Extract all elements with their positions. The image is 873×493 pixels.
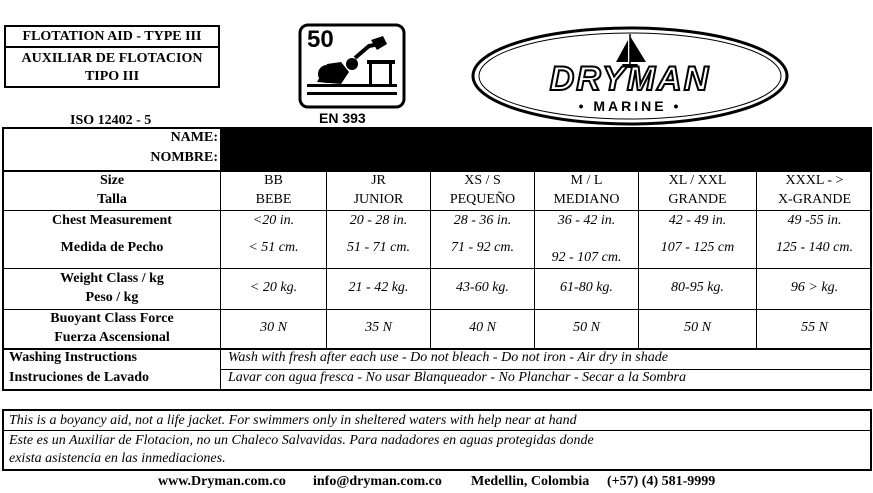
size-name: X-GRANDE bbox=[777, 192, 852, 207]
weight-value: 96 > kg. bbox=[790, 280, 839, 295]
washing-text-es: Lavar con agua fresca - No usar Blanqueador - No Planchar - Secar a la Sombra bbox=[228, 370, 686, 385]
brand-logo bbox=[470, 24, 790, 128]
chest-in: <20 in. bbox=[252, 213, 295, 228]
washing-label-en: Washing Instructions bbox=[9, 350, 137, 365]
title-box-en bbox=[4, 25, 220, 48]
title-en: FLOTATION AID - TYPE III bbox=[22, 29, 202, 44]
footer-phone: (+57) (4) 581-9999 bbox=[607, 474, 716, 489]
footer-web[interactable]: www.Dryman.com.co bbox=[158, 474, 286, 489]
logo-sub bbox=[560, 98, 700, 114]
buoyant-value: 35 N bbox=[365, 320, 392, 335]
iso-standard: ISO 12402 - 5 bbox=[70, 113, 152, 128]
warning-es-line1: Este es un Auxiliar de Flotacion, no un Chaleco Salvavidas. Para nadadores en aguas protegidas donde bbox=[9, 433, 594, 448]
chest-cm: 71 - 92 cm. bbox=[451, 240, 514, 255]
logo-dot-right: • bbox=[666, 98, 682, 114]
chest-cm: 51 - 71 cm. bbox=[347, 240, 410, 255]
weight-value: 80-95 kg. bbox=[671, 280, 724, 295]
buoyancy-pictogram bbox=[297, 22, 407, 126]
chest-in: 49 -55 in. bbox=[787, 213, 842, 228]
buoyant-value: 50 N bbox=[684, 320, 711, 335]
size-name: MEDIANO bbox=[553, 192, 620, 207]
size-name: GRANDE bbox=[668, 192, 727, 207]
size-code: XXXL - > bbox=[785, 173, 844, 188]
warning-en: This is a boyancy aid, not a life jacket. For swimmers only in sheltered waters with help near at hand bbox=[9, 413, 577, 428]
size-name: PEQUEÑO bbox=[449, 192, 516, 207]
title-es-line1: AUXILIAR DE FLOTACION bbox=[21, 51, 203, 66]
footer-city: Medellin, Colombia bbox=[471, 474, 590, 489]
chest-cm: 125 - 140 cm. bbox=[776, 240, 853, 255]
weight-label-en: Weight Class / kg bbox=[60, 271, 164, 286]
name-field bbox=[220, 129, 870, 170]
weight-value: 43-60 kg. bbox=[456, 280, 509, 295]
chest-label-en: Chest Measurement bbox=[52, 213, 172, 228]
chest-cm: 107 - 125 cm bbox=[660, 240, 735, 255]
buoyant-label-en: Buoyant Class Force bbox=[50, 311, 174, 326]
buoyant-value: 50 N bbox=[573, 320, 600, 335]
chest-cm: < 51 cm. bbox=[248, 240, 299, 255]
name-label-es: NOMBRE: bbox=[150, 150, 218, 165]
chest-cm: 92 - 107 cm. bbox=[551, 250, 622, 265]
pictogram-number: 50 bbox=[307, 26, 334, 53]
washing-label-es: Instruciones de Lavado bbox=[9, 370, 150, 385]
size-code: JR bbox=[371, 173, 386, 188]
size-code: M / L bbox=[570, 173, 603, 188]
name-label-en: NAME: bbox=[170, 130, 218, 145]
title-box-es bbox=[4, 46, 220, 88]
logo-brand: DRYMAN bbox=[549, 60, 711, 98]
chest-in: 28 - 36 in. bbox=[453, 213, 512, 228]
size-code: XS / S bbox=[464, 173, 501, 188]
warning-es-line2: exista asistencia en las inmediaciones. bbox=[9, 451, 226, 466]
title-es-line2: TIPO III bbox=[84, 69, 140, 84]
logo-sub-text: MARINE bbox=[593, 98, 667, 114]
buoyant-value: 40 N bbox=[469, 320, 496, 335]
buoyant-label-es: Fuerza Ascensional bbox=[54, 330, 170, 345]
weight-value: < 20 kg. bbox=[249, 280, 298, 295]
buoyant-value: 55 N bbox=[801, 320, 828, 335]
size-label-es: Talla bbox=[97, 192, 127, 207]
chest-in: 36 - 42 in. bbox=[557, 213, 616, 228]
size-name: JUNIOR bbox=[353, 192, 404, 207]
size-code: XL / XXL bbox=[668, 173, 727, 188]
weight-value: 21 - 42 kg. bbox=[348, 280, 409, 295]
size-code: BB bbox=[264, 173, 283, 188]
weight-value: 61-80 kg. bbox=[560, 280, 613, 295]
size-label-en: Size bbox=[99, 173, 125, 188]
chest-in: 20 - 28 in. bbox=[349, 213, 408, 228]
logo-dot-left: • bbox=[578, 98, 594, 114]
buoyant-value: 30 N bbox=[260, 320, 287, 335]
washing-text-en: Wash with fresh after each use - Do not bleach - Do not iron - Air dry in shade bbox=[228, 350, 668, 365]
pictogram-standard: EN 393 bbox=[319, 110, 366, 126]
footer-email[interactable]: info@dryman.com.co bbox=[313, 474, 442, 489]
size-name: BEBE bbox=[255, 192, 292, 207]
chest-label-es: Medida de Pecho bbox=[60, 240, 164, 255]
weight-label-es: Peso / kg bbox=[85, 290, 139, 305]
chest-in: 42 - 49 in. bbox=[668, 213, 727, 228]
